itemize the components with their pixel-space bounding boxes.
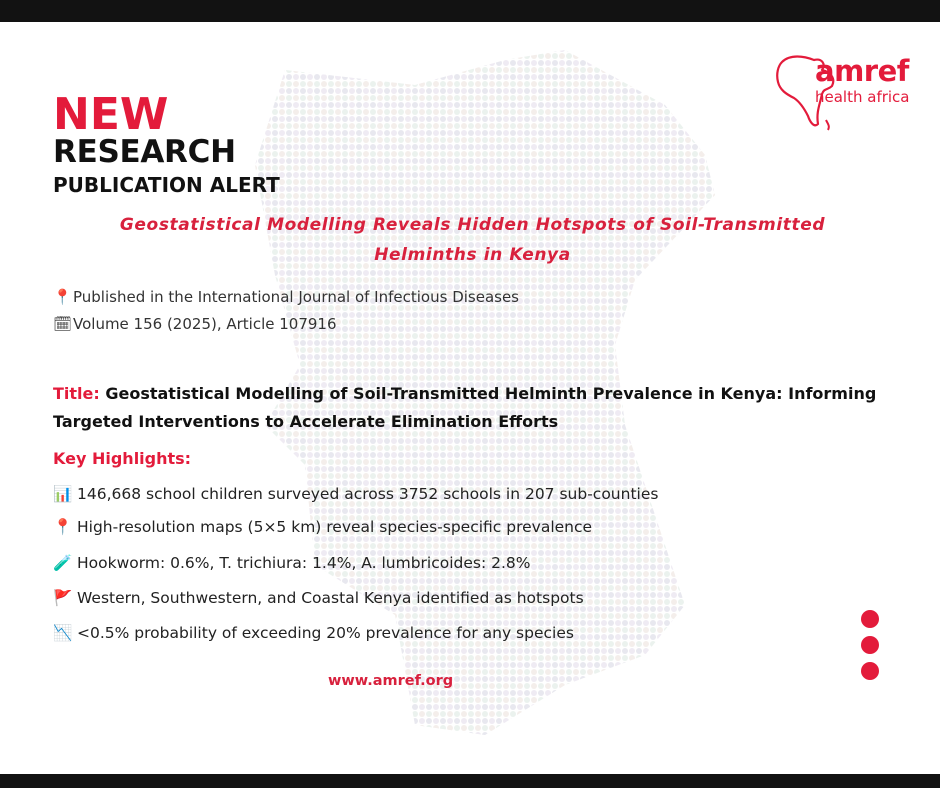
- header-new: NEW: [53, 89, 169, 140]
- title-text: Geostatistical Modelling of Soil-Transmitted Helminth Prevalence in Kenya: Informing Targeted Interventions to Accelerate Elimination Efforts: [53, 384, 877, 431]
- highlight-text: Hookworm: 0.6%, T. trichiura: 1.4%, A. lumbricoides: 2.8%: [77, 554, 531, 572]
- highlight-text: High-resolution maps (5×5 km) reveal species-specific prevalence: [77, 518, 593, 536]
- highlight-text: 146,668 school children surveyed across 3752 schools in 207 sub-counties: [77, 485, 659, 503]
- highlight-item: [53, 587, 584, 609]
- bottom-border-bar: [0, 774, 940, 788]
- decorative-dot: [861, 636, 879, 654]
- highlight-item: [53, 622, 574, 644]
- flag-icon: 🚩: [53, 589, 73, 607]
- website-link[interactable]: www.amref.org: [328, 673, 454, 689]
- highlight-text: Western, Southwestern, and Coastal Kenya identified as hotspots: [77, 589, 584, 607]
- title-label: Title:: [53, 384, 100, 403]
- chart-decreasing-icon: 📉: [53, 624, 73, 642]
- key-highlights-heading: Key Highlights:: [53, 449, 192, 468]
- test-tube-icon: 🧪: [53, 554, 73, 572]
- volume-line: [53, 313, 337, 335]
- pin-icon: 📍: [53, 288, 72, 306]
- journal-line: [53, 286, 519, 308]
- journal-text: Published in the International Journal of Infectious Diseases: [73, 288, 520, 306]
- highlight-text: <0.5% probability of exceeding 20% prevalence for any species: [77, 624, 574, 642]
- calendar-icon: 🗓: [53, 315, 73, 333]
- top-border-bar: [0, 0, 940, 22]
- volume-text: Volume 156 (2025), Article 107916: [73, 315, 337, 333]
- brand-tagline: health africa: [815, 88, 910, 106]
- decorative-dot: [861, 610, 879, 628]
- highlight-item: [53, 483, 658, 505]
- header-research: RESEARCH: [53, 134, 236, 170]
- decorative-dot: [861, 662, 879, 680]
- brand-name: amref: [815, 54, 909, 88]
- pin-icon: 📍: [53, 518, 73, 536]
- headline: Geostatistical Modelling Reveals Hidden Hotspots of Soil-Transmitted Helminths in Kenya: [119, 215, 826, 265]
- highlight-item: [53, 552, 531, 574]
- bar-chart-icon: 📊: [53, 485, 73, 503]
- header-publication-alert: PUBLICATION ALERT: [53, 173, 280, 197]
- highlight-item: [53, 516, 592, 538]
- paper-title: [53, 380, 883, 436]
